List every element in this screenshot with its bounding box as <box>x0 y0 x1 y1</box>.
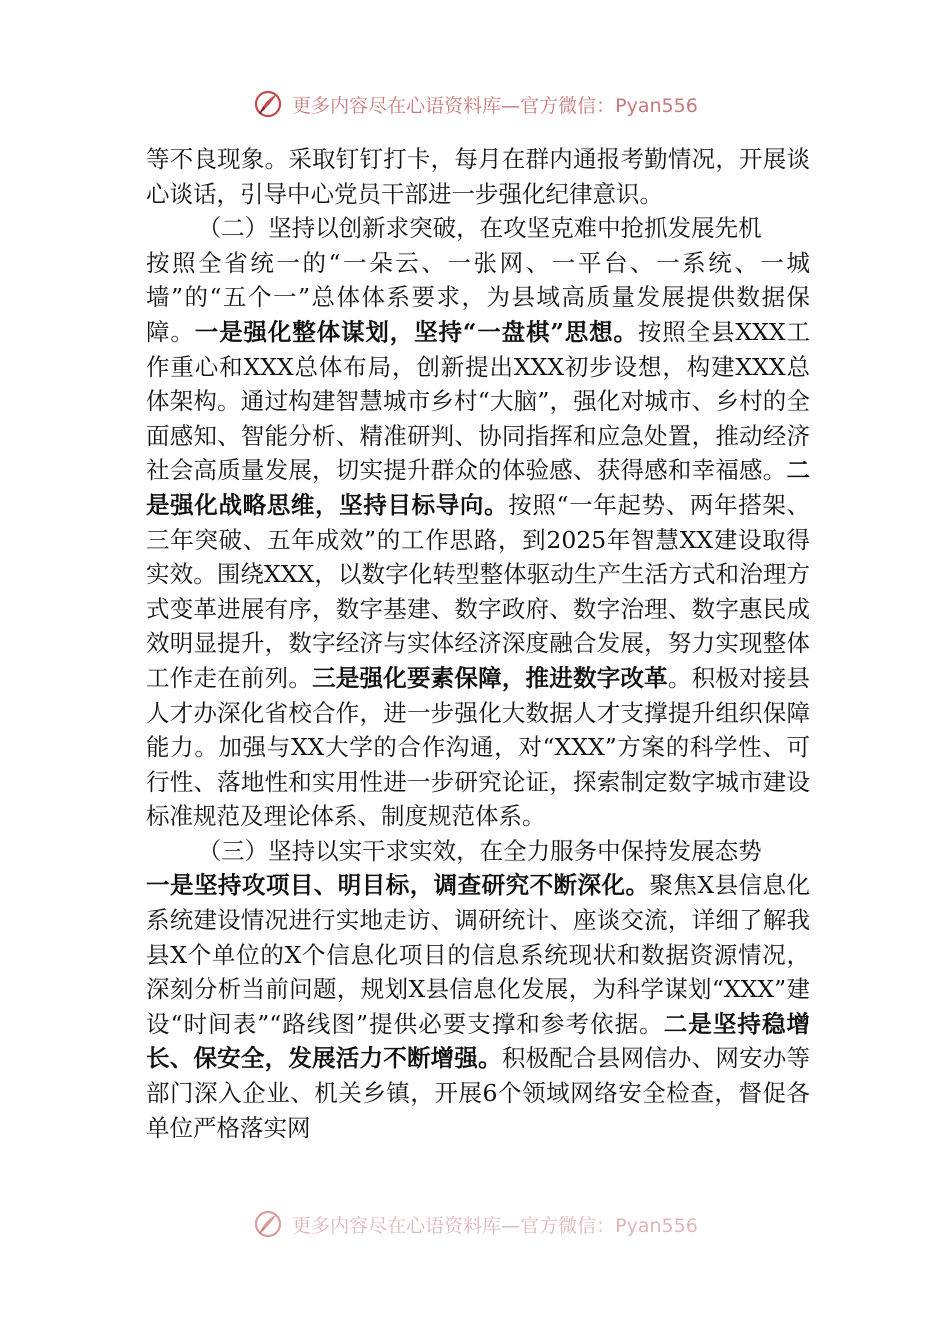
paragraph-discipline: 等不良现象。采取钉钉打卡，每月在群内通报考勤情况，开展谈心谈话，引导中心党员干部进一步强化纪律意识。 <box>146 145 810 208</box>
bold-point-5: 二是坚持稳增长、保安全，发展活力不断增强。 <box>146 1009 811 1073</box>
watermark-text: 更多内容尽在心语资料库—官方微信：Pyan556 <box>292 1214 698 1237</box>
watermark-footer <box>0 1204 950 1244</box>
quill-seal-icon <box>252 1208 284 1240</box>
bold-point-4: 一是坚持攻项目、明目标，调查研究不断深化。 <box>146 871 650 900</box>
document-body <box>146 142 810 1145</box>
bold-point-3: 三是强化要素保障，推进数字改革 <box>312 663 668 692</box>
paragraph-service: 一是坚持攻项目、明目标，调查研究不断深化。聚焦X县信息化系统建设情况进行实地走访、调研统计、座谈交流，详细了解我县X个单位的X个信息化项目的信息系统现状和数据资源情况，深刻分析当前问题，规划X县信息化发展，为科学谋划“XXX”建设“时间表”“路线图”提供必要支撑和参考依据。二是坚持稳增长、保安全，发展活力不断增强。积极配合县网信办、网安办等部门深入企业、机关乡镇，开展6个领域网络安全检查，督促各单位严格落实网 <box>146 871 811 1142</box>
quill-seal-icon <box>252 88 284 120</box>
watermark-text: 更多内容尽在心语资料库—官方微信：Pyan556 <box>292 94 698 117</box>
bold-point-2: 二是强化战略思维，坚持目标导向。 <box>146 456 810 519</box>
paragraph-innovation: 按照全省统一的“一朵云、一张网、一平台、一系统、一城墙”的“五个一”总体体系要求，为县域高质量发展提供数据保障。一是强化整体谋划，坚持“一盘棋”思想。按照全县XXX工作重心和XXX总体布局，创新提出XXX初步设想，构建XXX总体架构。通过构建智慧城市乡村“大脑”，强化对城市、乡村的全面感知、智能分析、精准研判、协同指挥和应急处置，推动经济社会高质量发展，切实提升群众的体验感、获得感和幸福感。二是强化战略思维，坚持目标导向。按照“一年起势、两年搭架、三年突破、五年成效”的工作思路，到2025年智慧XX建设取得实效。围绕XXX，以数字化转型整体驱动生产生活方式和治理方式变革进展有序，数字基建、数字政府、数字治理、数字惠民成效明显提升，数字经济与实体经济深度融合发展，努力实现整体工作走在前列。三是强化要素保障，推进数字改革。积极对接县人才办深化省校合作，进一步强化大数据人才支撑提升组织保障能力。加强与XX大学的合作沟通，对“XXX”方案的科学性、可行性、落地性和实用性进一步研究论证，探索制定数字城市建设标准规范及理论体系、制度规范体系。 <box>146 248 811 831</box>
section-heading-3: （三）坚持以实干求实效，在全力服务中保持发展态势 <box>197 836 762 865</box>
bold-point-1: 一是强化整体谋划，坚持“一盘棋”思想。 <box>194 317 638 346</box>
watermark-header <box>0 84 950 124</box>
section-heading-2: （二）坚持以创新求突破，在攻坚克难中抢抓发展先机 <box>197 214 762 243</box>
